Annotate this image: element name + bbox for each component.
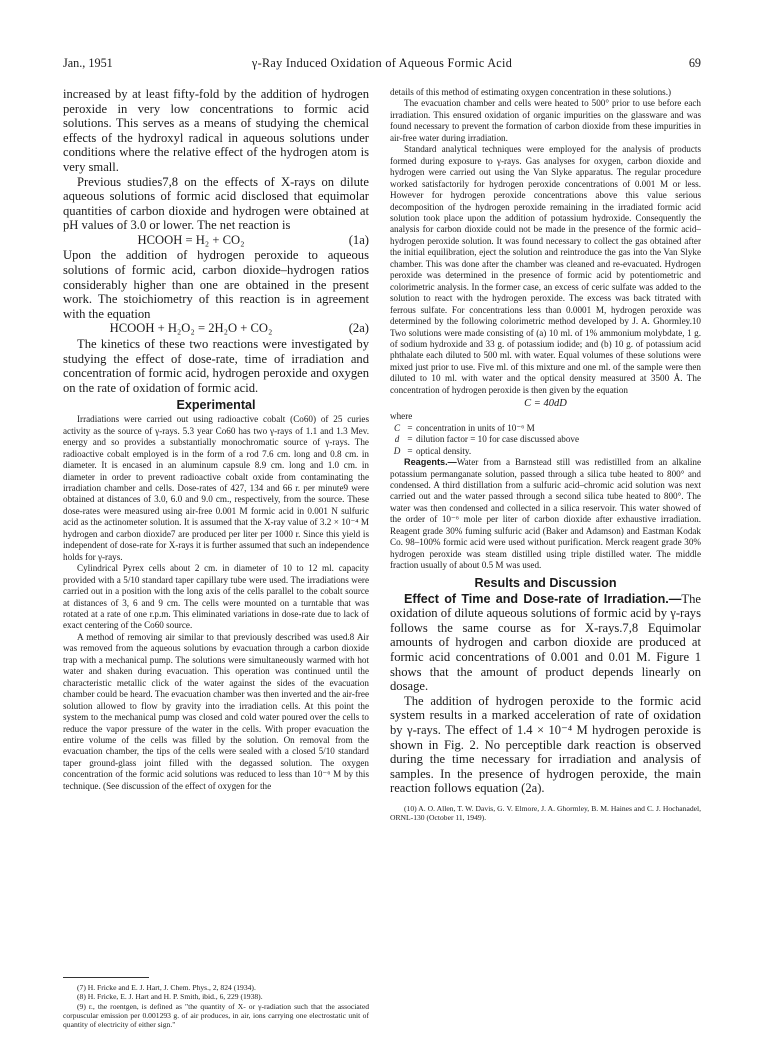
where-equals: = [407, 445, 413, 456]
paragraph-evacuation-heating: The evacuation chamber and cells were heated to 500° prior to use before each irradiation. This ensured oxidation of organic impurities on the glassware and was found necessary to prevent the formation of carbon dioxide from these impurities in air-free water during irradiation. [390, 98, 701, 143]
paragraph-upon-addition: Upon the addition of hydrogen peroxide to aqueous solutions of formic acid, carbon dioxide–hydrogen ratios considerably higher than one are obtained in the present work. The stoichiometry of this reaction is in agreement with the equation [63, 248, 369, 321]
where-equals: = [407, 422, 413, 433]
paragraph-previous-studies: Previous studies7,8 on the effects of X-rays on dilute aqueous solutions of formic acid disclosed that equimolar quantities of carbon dioxide and hydrogen were obtained at pH values of 3.0 or lower. The net reaction is [63, 174, 369, 233]
effect-subheading: Effect of Time and Dose-rate of Irradiation.— [404, 591, 682, 606]
where-symbol: d [394, 434, 400, 445]
equation-1a [63, 233, 369, 249]
footnote-10: (10) A. O. Allen, T. W. Davis, G. V. Elmore, J. A. Ghormley, B. M. Haines and C. J. Hochanadel, ORNL-130 (October 11, 1949). [390, 803, 701, 823]
right-column [390, 87, 701, 822]
where-description: dilution factor = 10 for case discussed above [416, 434, 580, 445]
reagents-subheading: Reagents.— [404, 457, 457, 468]
paragraph-effect-time-dose [390, 592, 701, 694]
equation-2a-body: HCOOH + H₂O₂ = 2H₂O + CO₂ [109, 321, 273, 336]
paragraph-irradiations: Irradiations were carried out using radioactive cobalt (Co60) of 25 curies activity as the source of γ-rays. 5.3 year Co60 has two γ-rays of 1.1 and 1.3 Mev. energy and so provides a substantially monochromatic source of γ-rays. The radioactive cobalt employed is in the form of a rod 7.6 cm. long and 0.8 cm. in diameter. It is encased in an aluminum capsule 8.9 cm. long and 1.0 cm. in diameter in order to prevent radioactive cobalt oxide from contaminating the irradiation chamber and cells. Dose-rates of 427, 134 and 66 r. per minute9 were obtained at distances of 3.0, 6.0 and 9.0 cm., respectively, from the source. These dose-rates were measured using air-free 0.001 M formic acid in 0.001 N sulfuric acid as the actinometer solution. It is assumed that the X-ray value of 3.2 × 10⁻⁴ M hydrogen and carbon dioxide7 are produced per liter per 1000 r. Since this yield is independent of dose-rate for X-rays it is further assumed that such an independence holds for γ-rays. [63, 414, 369, 562]
paragraph-kinetics: The kinetics of these two reactions were investigated by studying the effect of dose-rate, time of irradiation and concentration of formic acid, hydrogen peroxide and oxygen on the rate of oxidation of formic acid. [63, 336, 369, 395]
where-equals: = [407, 434, 413, 445]
equation-1a-body: HCOOH = H₂ + CO₂ [137, 232, 245, 247]
where-symbol: D [393, 445, 401, 456]
where-item [390, 434, 701, 445]
paragraph-cylindrical-cells: Cylindrical Pyrex cells about 2 cm. in diameter of 10 to 12 ml. capacity provided with a 5/10 standard taper capillary tube were used. The irradiations were carried out in a position with the long axis of the cells parallel to the cobalt source at distances of 3, 6 and 9 cm. The cells were mounted on a turntable that was rotated at a rate of one r.p.m. This eliminated variations in dose-rate due to lack of exact centering of the Co60 source. [63, 563, 369, 631]
footnote-7: (7) H. Fricke and E. J. Hart, J. Chem. Phys., 2, 824 (1934). [77, 983, 256, 992]
where-item [390, 446, 701, 457]
equation-concentration [390, 396, 701, 411]
footnote-rule [63, 977, 149, 978]
effect-text: The oxidation of dilute aqueous solutions of formic acid by γ-rays follows the same course as for X-rays.7,8 Equimolar amounts of hydrogen and carbon dioxide are produced at formic acid concentrations of 0.001 and 0.01 M. Figure 1 shows that the amount of product depends linearly on dosage. [390, 591, 701, 694]
equation-2a-number: (2a) [348, 321, 369, 336]
where-description: concentration in units of 10⁻⁶ M [416, 422, 535, 433]
footnote-9: (9) r., the roentgen, is defined as "the quantity of X- or γ-radiation such that the associated corpuscular emission per 0.001293 g. of air produces, in air, ions carrying one electrostatic unit of quantity of electricity of either sign." [63, 1001, 369, 1030]
equation-1a-number: (1a) [348, 232, 369, 247]
heading-results-discussion: Results and Discussion [474, 575, 617, 590]
equation-concentration-text: C = 40dD [524, 398, 567, 410]
paragraph-air-removal-method: A method of removing air similar to that previously described was used.8 Air was removed from the aqueous solutions by evacuation through a carbon dioxide trap with a mechanical pump. The solutions were simultaneously warmed with hot water and shaken during evacuation. This operation was continued until the characteristic metallic click of the water against the sides of the evacuation chamber could be heard. The evacuation chamber was then inverted and the air-free solution allowed to flow by gravity into the irradiation cells. At this point the system to the mechanical pump was closed and cold water poured over the cells to reduce the vapor pressure of the water in the cells. With proper evacuation the entire volume of the cells was filled by the solution. On removal from the evacuation chamber, the tips of the cells were sealed with a closed 5/10 standard taper ground-glass joint filled with the degassed solution. The oxygen concentration of the formic acid solutions was reduced to less than 10⁻⁶ M by this technique. (See discussion of the effect of oxygen for the [63, 631, 369, 791]
where-definitions [390, 423, 701, 457]
footnotes-left [63, 970, 369, 1029]
header-date: Jan., 1951 [63, 56, 113, 70]
header-page-number: 69 [688, 56, 701, 70]
running-header [63, 56, 701, 72]
where-item [390, 423, 701, 434]
paragraph-peroxide-addition: The addition of hydrogen peroxide to the formic acid system results in a marked acceleration of rate of oxidation by γ-rays. The effect of 1.4 × 10⁻⁴ M hydrogen peroxide is shown in Fig. 2. No perceptible dark reaction is observed during the time necessary for irradiation and analysis of samples. In the presence of hydrogen peroxide, the main reaction follows equation (2a). [390, 693, 701, 796]
header-running-title: γ-Ray Induced Oxidation of Aqueous Formic Acid [251, 56, 513, 70]
where-label: where [390, 411, 413, 422]
left-column [63, 87, 369, 792]
paragraph-intro-continued: increased by at least fifty-fold by the addition of hydrogen peroxide in very low concentrations to formic acid solutions. This serves as a means of studying the chemical effects of the hydroxyl radical in aqueous solutions under conditions where the relative effect of the hydrogen atom is very small. [63, 87, 369, 174]
reagents-text: Water from a Barnstead still was redistilled from an alkaline potassium permanganate solution, passed through a silica tube heated to 800° and condensed. A third distillation from a sulfuric acid–chromic acid solution was next carried out and the water passed through a second silica tube heated to 800°. The water was then condensed and collected in a silica reservoir. This water showed of the order of 10⁻⁶ mole per liter of carbon dioxide after exhaustive irradiation. Reagent grade 30% fuming sulfuric acid (Baker and Adamson) and Eastman Kodak Co. 98–100% formic acid were used without purification. Merck reagent grade 30% hydrogen peroxide was steam distilled using triple distilled water. The middle fraction usually of about 0.5 M was used. [390, 457, 701, 571]
paragraph-reagents [390, 457, 701, 572]
footnote-8: (8) H. Fricke, E. J. Hart and H. P. Smith, ibid., 6, 229 (1938). [77, 992, 263, 1002]
where-description: optical density. [416, 445, 472, 456]
paragraph-oxygen-details: details of this method of estimating oxygen concentration in these solutions.) [390, 87, 672, 97]
paragraph-analytical-techniques: Standard analytical techniques were employed for the analysis of products formed during exposure to γ-rays. Gas analyses for oxygen, carbon dioxide and hydrogen were carried out using the Van Slyke apparatus. The regular procedure worked satisfactorily for hydrogen peroxide concentrations of 0.001 M or less. However for hydrogen peroxide concentrations above this value serious decomposition of the hydrogen peroxide remaining in the irradiated formic acid solution took place upon the addition of potassium hydroxide. Consequently the analysis for carbon dioxide could not be made in the presence of the formic acid–hydrogen peroxide solution. It was found necessary to collect the gas obtained after the initial equilibration, eject the solution and reintroduce the gas into the Van Slyke chamber. This was done after the chamber was cleaned and re-evacuated. Hydrogen peroxide was determined in the presence of formic acid by potentiometric and colorimetric analysis. In the former case, an excess of ceric sulfate was added to the solution to react with the hydrogen peroxide. The excess was back titrated with ferrous sulfate. For concentrations less than 0.0001 M, hydrogen peroxide was determined by the following colorimetric method developed by J. A. Ghormley.10 Two solutions were made consisting of (a) 10 ml. of 1% ammonium molybdate, 1 g. of sodium hydroxide and 33 g. of potassium iodide; and (b) 10 g. of potassium acid phthalate each diluted to 500 ml. with water. Equal volumes of these solutions were mixed just prior to use. Five ml. of this mixture and one ml. of the sample were then diluted to 10 ml. with water and the optical density measured at 3500 Å. The concentration of hydrogen peroxide is then given by the equation [390, 144, 701, 395]
where-symbol: C [393, 422, 401, 433]
equation-2a [63, 321, 369, 337]
heading-experimental: Experimental [176, 398, 256, 413]
